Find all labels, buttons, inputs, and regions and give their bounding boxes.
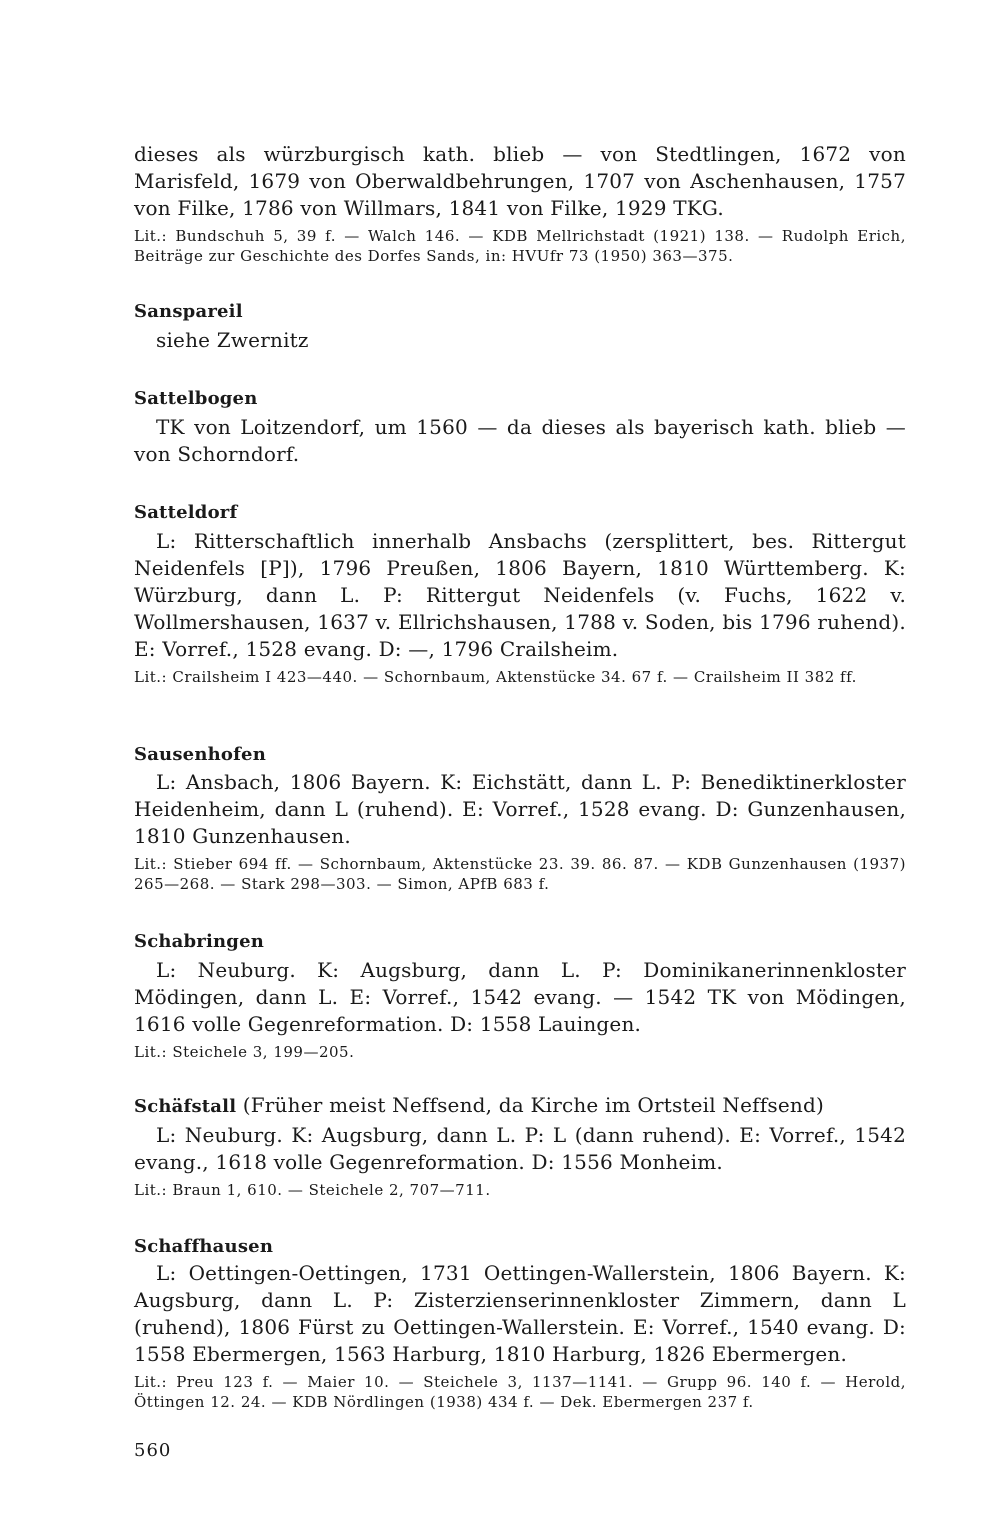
entry-heading-schaefstall [134,1093,824,1119]
entry-text: L: Ritterschaftlich innerhalb Ansbachs (zersplittert, bes. Rittergut Neidenfels [P]), 1796 Preußen, 1806 Bayern, 1810 Württemberg. K: Würzburg, dann L. P: Rittergut Neidenfels (v. Fuchs, 1622 v. Wollmershausen, 1637 v. Ellrichshausen, 1788 v. Soden, bis 1796 ruhend). E: Vorref., 1528 evang. D: —, 1796 Crailsheim. [134,529,906,661]
intro-section [134,141,906,266]
entry-literature: Lit.: Preu 123 f. — Maier 10. — Steichele 3, 1137—1141. — Grupp 96. 140 f. — Herold, Öttingen 12. 24. — KDB Nördlingen (1938) 434 f. — Dek. Ebermergen 237 f. [134,1373,906,1411]
entry-literature: Lit.: Crailsheim I 423—440. — Schornbaum, Aktenstücke 34. 67 f. — Crailsheim II 382 ff. [134,668,857,686]
entry-text: L: Neuburg. K: Augsburg, dann L. P: Dominikanerinnenkloster Mödingen, dann L. E: Vorref., 1542 evang. — 1542 TK von Mödingen, 1616 volle Gegenreformation. D: 1558 Lauingen. [134,958,906,1036]
entry-schaefstall [134,1122,906,1200]
intro-text: dieses als würzburgisch kath. blieb — von Stedtlingen, 1672 von Marisfeld, 1679 von Oberwaldbehrungen, 1707 von Aschenhausen, 1757 von Filke, 1786 von Willmars, 1841 von Filke, 1929 TKG. [134,142,906,220]
entry-text: siehe Zwernitz [156,328,309,352]
entry-sausenhofen [134,769,906,894]
entry-title-note: (Früher meist Neffsend, da Kirche im Ortsteil Neffsend) [242,1093,824,1117]
entry-text: L: Ansbach, 1806 Bayern. K: Eichstätt, dann L. P: Benediktinerkloster Heidenheim, dann L (ruhend). E: Vorref., 1528 evang. D: Gunzenhausen, 1810 Gunzenhausen. [134,770,906,848]
page-number: 560 [134,1440,172,1461]
entry-literature: Lit.: Steichele 3, 199—205. [134,1043,355,1061]
entry-satteldorf [134,528,906,687]
entry-text: L: Neuburg. K: Augsburg, dann L. P: L (dann ruhend). E: Vorref., 1542 evang., 1618 volle Gegenreformation. D: 1556 Monheim. [134,1123,906,1174]
entry-title-schabringen: Schabringen [134,931,265,952]
entry-title-sausenhofen: Sausenhofen [134,744,266,765]
entry-title-schaffhausen: Schaffhausen [134,1236,274,1257]
intro-literature: Lit.: Bundschuh 5, 39 f. — Walch 146. — KDB Mellrichstadt (1921) 138. — Rudolph Erich, Beiträge zur Geschichte des Dorfes Sands, in: HVUfr 73 (1950) 363—375. [134,227,906,265]
entry-title-sanspareil: Sanspareil [134,301,243,322]
entry-schaffhausen [134,1260,906,1412]
entry-text: TK von Loitzendorf, um 1560 — da dieses als bayerisch kath. blieb — von Schorndorf. [134,415,906,466]
entry-schabringen [134,957,906,1062]
entry-sattelbogen [134,414,906,468]
entry-title-satteldorf: Satteldorf [134,502,238,523]
entry-sanspareil [134,327,906,354]
entry-title-schaefstall: Schäfstall [134,1096,237,1117]
entry-literature: Lit.: Braun 1, 610. — Steichele 2, 707—711. [134,1181,491,1199]
entry-title-sattelbogen: Sattelbogen [134,388,258,409]
entry-literature: Lit.: Stieber 694 ff. — Schornbaum, Aktenstücke 23. 39. 86. 87. — KDB Gunzenhausen (1937) 265—268. — Stark 298—303. — Simon, APfB 683 f. [134,855,906,893]
entry-text: L: Oettingen-Oettingen, 1731 Oettingen-Wallerstein, 1806 Bayern. K: Augsburg, dann L. P: Zisterzienserinnenkloster Zimmern, dann L (ruhend), 1806 Fürst zu Oettingen-Wallerstein. E: Vorref., 1540 evang. D: 1558 Ebermergen, 1563 Harburg, 1810 Harburg, 1826 Ebermergen. [134,1261,906,1366]
